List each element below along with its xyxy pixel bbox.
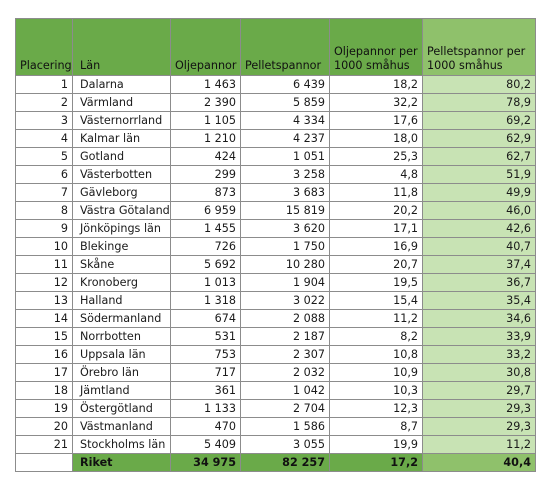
row-pelletspannor: 3 683 bbox=[241, 184, 330, 202]
row-olje-per-1000: 15,4 bbox=[330, 292, 423, 310]
row-lan: Östergötland bbox=[73, 400, 171, 418]
row-olje-per-1000: 18,2 bbox=[330, 76, 423, 94]
row-lan: Dalarna bbox=[73, 76, 171, 94]
table-row bbox=[16, 382, 536, 400]
row-rank: 5 bbox=[16, 148, 73, 166]
row-oljepannor: 5 692 bbox=[171, 256, 241, 274]
table-row bbox=[16, 346, 536, 364]
row-oljepannor: 2 390 bbox=[171, 94, 241, 112]
row-pelletspannor: 4 237 bbox=[241, 130, 330, 148]
row-rank: 6 bbox=[16, 166, 73, 184]
row-olje-per-1000: 12,3 bbox=[330, 400, 423, 418]
row-pellets-per-1000: 37,4 bbox=[423, 256, 536, 274]
row-oljepannor: 5 409 bbox=[171, 436, 241, 454]
table-body bbox=[16, 76, 536, 454]
table-row bbox=[16, 94, 536, 112]
row-lan: Kronoberg bbox=[73, 274, 171, 292]
row-oljepannor: 1 318 bbox=[171, 292, 241, 310]
row-olje-per-1000: 25,3 bbox=[330, 148, 423, 166]
row-pelletspannor: 3 620 bbox=[241, 220, 330, 238]
row-lan: Jönköpings län bbox=[73, 220, 171, 238]
row-lan: Uppsala län bbox=[73, 346, 171, 364]
row-pellets-per-1000: 33,9 bbox=[423, 328, 536, 346]
row-rank: 12 bbox=[16, 274, 73, 292]
row-pellets-per-1000: 80,2 bbox=[423, 76, 536, 94]
header-row bbox=[16, 19, 536, 76]
row-pelletspannor: 3 022 bbox=[241, 292, 330, 310]
row-rank: 2 bbox=[16, 94, 73, 112]
row-rank: 11 bbox=[16, 256, 73, 274]
row-rank: 18 bbox=[16, 382, 73, 400]
row-pelletspannor: 15 819 bbox=[241, 202, 330, 220]
boiler-table bbox=[15, 18, 536, 472]
header-pelletspannor: Pelletspannor bbox=[241, 19, 330, 76]
row-rank: 13 bbox=[16, 292, 73, 310]
table-row bbox=[16, 400, 536, 418]
row-lan: Gotland bbox=[73, 148, 171, 166]
row-pellets-per-1000: 51,9 bbox=[423, 166, 536, 184]
row-lan: Västerbotten bbox=[73, 166, 171, 184]
row-olje-per-1000: 10,9 bbox=[330, 364, 423, 382]
row-olje-per-1000: 8,2 bbox=[330, 328, 423, 346]
row-pelletspannor: 1 051 bbox=[241, 148, 330, 166]
table-row bbox=[16, 364, 536, 382]
row-pelletspannor: 2 307 bbox=[241, 346, 330, 364]
row-olje-per-1000: 20,7 bbox=[330, 256, 423, 274]
total-pellets-per-1000: 40,4 bbox=[423, 454, 536, 472]
row-lan: Västmanland bbox=[73, 418, 171, 436]
row-oljepannor: 1 455 bbox=[171, 220, 241, 238]
row-lan: Västra Götaland bbox=[73, 202, 171, 220]
row-lan: Södermanland bbox=[73, 310, 171, 328]
table-row bbox=[16, 202, 536, 220]
total-rank bbox=[16, 454, 73, 472]
row-olje-per-1000: 10,8 bbox=[330, 346, 423, 364]
row-rank: 15 bbox=[16, 328, 73, 346]
total-oljepannor: 34 975 bbox=[171, 454, 241, 472]
table-row bbox=[16, 328, 536, 346]
row-olje-per-1000: 16,9 bbox=[330, 238, 423, 256]
row-rank: 3 bbox=[16, 112, 73, 130]
header-olje-per-1000: Oljepannor per 1000 småhus bbox=[330, 19, 423, 76]
table-row bbox=[16, 112, 536, 130]
row-pelletspannor: 2 088 bbox=[241, 310, 330, 328]
row-pellets-per-1000: 36,7 bbox=[423, 274, 536, 292]
row-pellets-per-1000: 34,6 bbox=[423, 310, 536, 328]
row-lan: Skåne bbox=[73, 256, 171, 274]
table-row bbox=[16, 220, 536, 238]
row-pellets-per-1000: 33,2 bbox=[423, 346, 536, 364]
row-olje-per-1000: 18,0 bbox=[330, 130, 423, 148]
row-oljepannor: 299 bbox=[171, 166, 241, 184]
row-olje-per-1000: 19,9 bbox=[330, 436, 423, 454]
row-lan: Örebro län bbox=[73, 364, 171, 382]
row-pellets-per-1000: 29,3 bbox=[423, 400, 536, 418]
table-row bbox=[16, 238, 536, 256]
row-pelletspannor: 1 042 bbox=[241, 382, 330, 400]
row-rank: 17 bbox=[16, 364, 73, 382]
row-lan: Halland bbox=[73, 292, 171, 310]
table-row bbox=[16, 184, 536, 202]
row-oljepannor: 1 105 bbox=[171, 112, 241, 130]
row-oljepannor: 1 463 bbox=[171, 76, 241, 94]
row-olje-per-1000: 17,1 bbox=[330, 220, 423, 238]
header-lan: Län bbox=[73, 19, 171, 76]
row-oljepannor: 361 bbox=[171, 382, 241, 400]
row-oljepannor: 1 210 bbox=[171, 130, 241, 148]
row-pelletspannor: 1 586 bbox=[241, 418, 330, 436]
row-lan: Västernorrland bbox=[73, 112, 171, 130]
row-oljepannor: 1 013 bbox=[171, 274, 241, 292]
row-oljepannor: 717 bbox=[171, 364, 241, 382]
table-row bbox=[16, 130, 536, 148]
header-oljepannor: Oljepannor bbox=[171, 19, 241, 76]
row-pellets-per-1000: 11,2 bbox=[423, 436, 536, 454]
row-pellets-per-1000: 35,4 bbox=[423, 292, 536, 310]
table-row bbox=[16, 418, 536, 436]
row-oljepannor: 674 bbox=[171, 310, 241, 328]
row-pellets-per-1000: 78,9 bbox=[423, 94, 536, 112]
row-rank: 1 bbox=[16, 76, 73, 94]
row-olje-per-1000: 20,2 bbox=[330, 202, 423, 220]
row-oljepannor: 753 bbox=[171, 346, 241, 364]
header-placering: Placering bbox=[16, 19, 73, 76]
row-pellets-per-1000: 62,9 bbox=[423, 130, 536, 148]
row-olje-per-1000: 11,2 bbox=[330, 310, 423, 328]
row-rank: 7 bbox=[16, 184, 73, 202]
row-lan: Värmland bbox=[73, 94, 171, 112]
row-olje-per-1000: 32,2 bbox=[330, 94, 423, 112]
row-lan: Norrbotten bbox=[73, 328, 171, 346]
row-pellets-per-1000: 46,0 bbox=[423, 202, 536, 220]
row-rank: 14 bbox=[16, 310, 73, 328]
row-rank: 4 bbox=[16, 130, 73, 148]
row-pelletspannor: 2 704 bbox=[241, 400, 330, 418]
table-row bbox=[16, 256, 536, 274]
row-rank: 8 bbox=[16, 202, 73, 220]
total-pelletspannor: 82 257 bbox=[241, 454, 330, 472]
row-oljepannor: 424 bbox=[171, 148, 241, 166]
row-pellets-per-1000: 69,2 bbox=[423, 112, 536, 130]
row-oljepannor: 531 bbox=[171, 328, 241, 346]
row-pelletspannor: 1 904 bbox=[241, 274, 330, 292]
table-row bbox=[16, 436, 536, 454]
table-row bbox=[16, 292, 536, 310]
row-pellets-per-1000: 62,7 bbox=[423, 148, 536, 166]
table-row bbox=[16, 148, 536, 166]
row-rank: 9 bbox=[16, 220, 73, 238]
row-olje-per-1000: 17,6 bbox=[330, 112, 423, 130]
row-rank: 19 bbox=[16, 400, 73, 418]
row-lan: Kalmar län bbox=[73, 130, 171, 148]
row-rank: 16 bbox=[16, 346, 73, 364]
row-pellets-per-1000: 40,7 bbox=[423, 238, 536, 256]
row-oljepannor: 1 133 bbox=[171, 400, 241, 418]
row-lan: Gävleborg bbox=[73, 184, 171, 202]
row-oljepannor: 873 bbox=[171, 184, 241, 202]
table-row bbox=[16, 274, 536, 292]
row-olje-per-1000: 8,7 bbox=[330, 418, 423, 436]
row-pelletspannor: 5 859 bbox=[241, 94, 330, 112]
row-pelletspannor: 1 750 bbox=[241, 238, 330, 256]
row-pellets-per-1000: 49,9 bbox=[423, 184, 536, 202]
row-pelletspannor: 3 258 bbox=[241, 166, 330, 184]
row-oljepannor: 726 bbox=[171, 238, 241, 256]
row-pellets-per-1000: 30,8 bbox=[423, 364, 536, 382]
total-row bbox=[16, 454, 536, 472]
row-pellets-per-1000: 29,7 bbox=[423, 382, 536, 400]
table-row bbox=[16, 76, 536, 94]
total-lan: Riket bbox=[73, 454, 171, 472]
table-row bbox=[16, 166, 536, 184]
row-rank: 20 bbox=[16, 418, 73, 436]
row-rank: 10 bbox=[16, 238, 73, 256]
row-oljepannor: 470 bbox=[171, 418, 241, 436]
row-oljepannor: 6 959 bbox=[171, 202, 241, 220]
row-lan: Blekinge bbox=[73, 238, 171, 256]
header-pellets-per-1000: Pelletspannor per 1000 småhus bbox=[423, 19, 536, 76]
row-pelletspannor: 6 439 bbox=[241, 76, 330, 94]
row-lan: Jämtland bbox=[73, 382, 171, 400]
row-pelletspannor: 2 032 bbox=[241, 364, 330, 382]
row-rank: 21 bbox=[16, 436, 73, 454]
row-pellets-per-1000: 42,6 bbox=[423, 220, 536, 238]
row-lan: Stockholms län bbox=[73, 436, 171, 454]
row-olje-per-1000: 10,3 bbox=[330, 382, 423, 400]
total-olje-per-1000: 17,2 bbox=[330, 454, 423, 472]
row-pelletspannor: 4 334 bbox=[241, 112, 330, 130]
row-pelletspannor: 10 280 bbox=[241, 256, 330, 274]
row-olje-per-1000: 4,8 bbox=[330, 166, 423, 184]
row-olje-per-1000: 11,8 bbox=[330, 184, 423, 202]
row-pelletspannor: 2 187 bbox=[241, 328, 330, 346]
row-pelletspannor: 3 055 bbox=[241, 436, 330, 454]
row-pellets-per-1000: 29,3 bbox=[423, 418, 536, 436]
table-row bbox=[16, 310, 536, 328]
row-olje-per-1000: 19,5 bbox=[330, 274, 423, 292]
